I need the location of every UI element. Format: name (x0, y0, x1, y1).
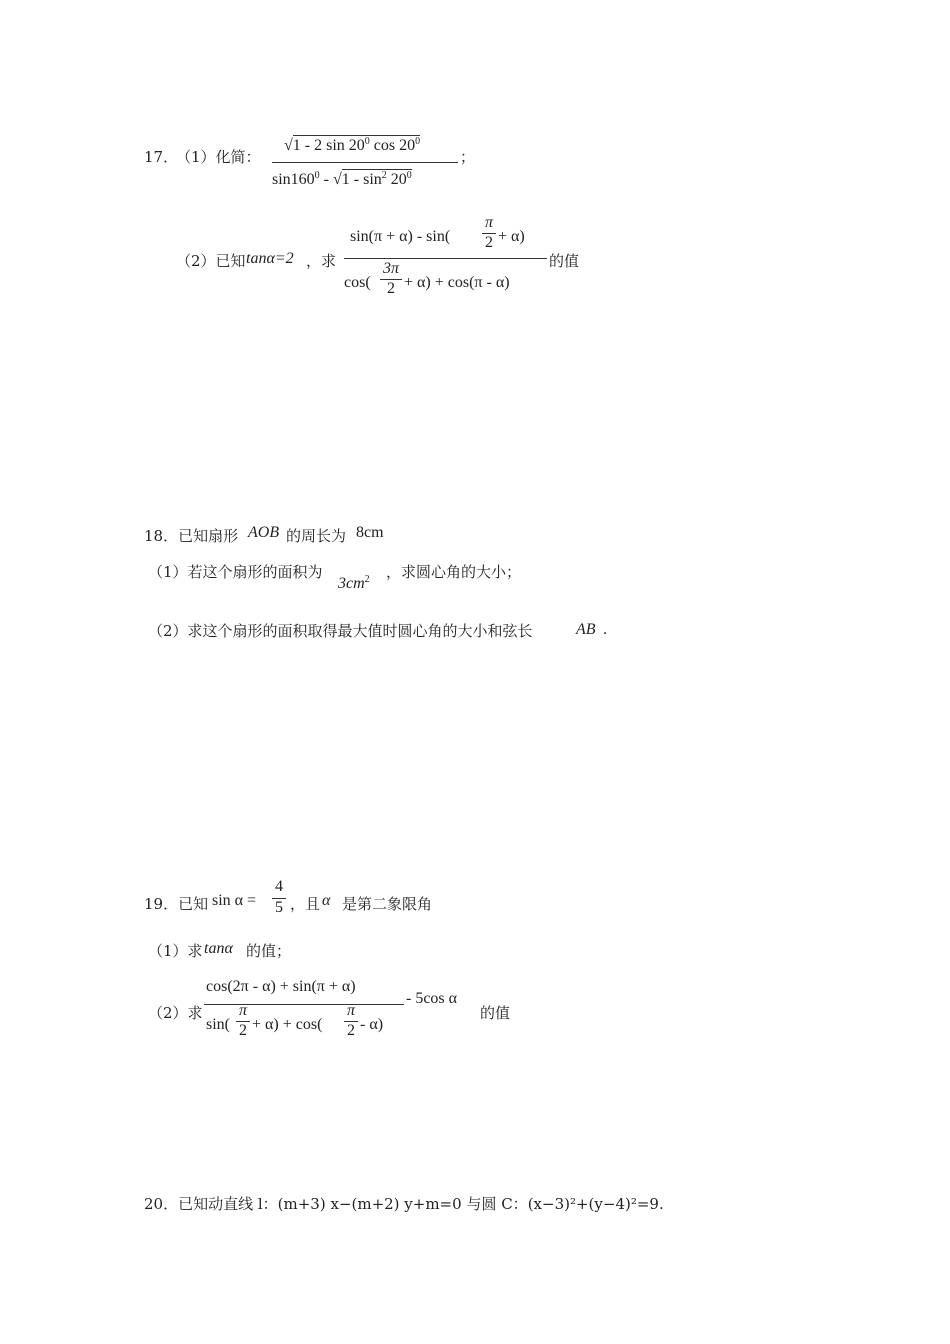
part1-b: 的值； (246, 942, 292, 960)
page: 17． （1）化简： √1 - 2 $\sin 20^0$ $\cos 20^0$ $\sin 160^0 - √1 - \sin^2 20^0$ ； （2）已知 tanα=2 ，求 sin(π + α) - sin( π 2 + α) cos( 3π 2 + α) + cos(π - α) 的值 18．已知扇形 AOB 的周长为 8cm （1）若这个扇形的面积为 $3cm^2$ ，求圆心角的大小； （2）求这个扇形的面积取得最大值时圆心角的大小和弦长 AB . 19．已知 sin α = 4 5 ，且 α 是第二象限角 （1）求 tanα 的值； （2）求 cos(2π - α) + sin(π + α) sin( π 2 + α) + cos( π 2 - α) - 5cos α 的值 20．已知动直线 l：(m+3) x−(m+2) y+m=0 与圆 C：(x−3)²+(y−4)²=9. (0, 0, 950, 1344)
part1-prefix: （1）化简： (176, 148, 261, 166)
semicolon: ； (460, 148, 476, 166)
tan-condition: tanα=2 (246, 250, 294, 267)
fraction-bar (204, 1004, 404, 1005)
stem-a: 18．已知扇形 (144, 527, 239, 545)
tail-term: - 5cos α (406, 990, 458, 1007)
part2-a: （2）求 (148, 1004, 203, 1022)
part2-prefix: （2）已知 (176, 252, 246, 270)
pi-over-2: π 2 (344, 1002, 358, 1040)
simplify-fraction (268, 130, 460, 200)
stem-a: 19．已知 (144, 895, 209, 913)
stem-c: 是第二象限角 (342, 895, 433, 913)
part1-b: ，求圆心角的大小； (386, 563, 522, 581)
sector-name: AOB (248, 524, 280, 541)
fraction-bar (344, 258, 547, 259)
stem-b: ，且 (290, 895, 321, 913)
three-pi-over-2: 3π 2 (380, 260, 402, 298)
question-number: 17． (144, 148, 179, 166)
suffix: 的值 (480, 1004, 511, 1022)
denominator: $\sin 160^0 - √1 - \sin^2 20^0$ (272, 170, 412, 188)
pi-over-2: π 2 (482, 214, 496, 252)
stem-b: 的周长为 (286, 527, 347, 545)
alpha-fraction: sin(π + α) - sin( π 2 + α) cos( 3π 2 + α) + cos(π - α) (342, 218, 547, 310)
expression-fraction: cos(2π - α) + sin(π + α) sin( π 2 + α) + cos( π 2 - α) (204, 974, 406, 1054)
suffix: 的值 (549, 252, 580, 270)
area-value: $3cm^2$ (338, 574, 370, 592)
part1-a: （1）求 (148, 942, 203, 960)
perimeter: 8cm (356, 524, 384, 541)
part2-mid: ，求 (306, 252, 337, 270)
part1-a: （1）若这个扇形的面积为 (148, 563, 323, 581)
numerator: √1 - 2 $\sin 20^0$ $\cos 20^0$ (284, 136, 421, 154)
four-fifths: 4 5 (272, 878, 286, 917)
sin-alpha: sin α = (212, 892, 257, 909)
chord-name: AB (576, 621, 596, 638)
stem: 20．已知动直线 l：(m+3) x−(m+2) y+m=0 与圆 C：(x−3)²+(y−4)²=9. (144, 1195, 664, 1213)
pi-over-2: π 2 (236, 1002, 250, 1040)
part2-a: （2）求这个扇形的面积取得最大值时圆心角的大小和弦长 (148, 622, 533, 640)
numerator: cos(2π - α) + sin(π + α) (206, 978, 356, 995)
fraction-bar (272, 162, 458, 163)
numerator: sin(π + α) - sin( (350, 228, 451, 245)
